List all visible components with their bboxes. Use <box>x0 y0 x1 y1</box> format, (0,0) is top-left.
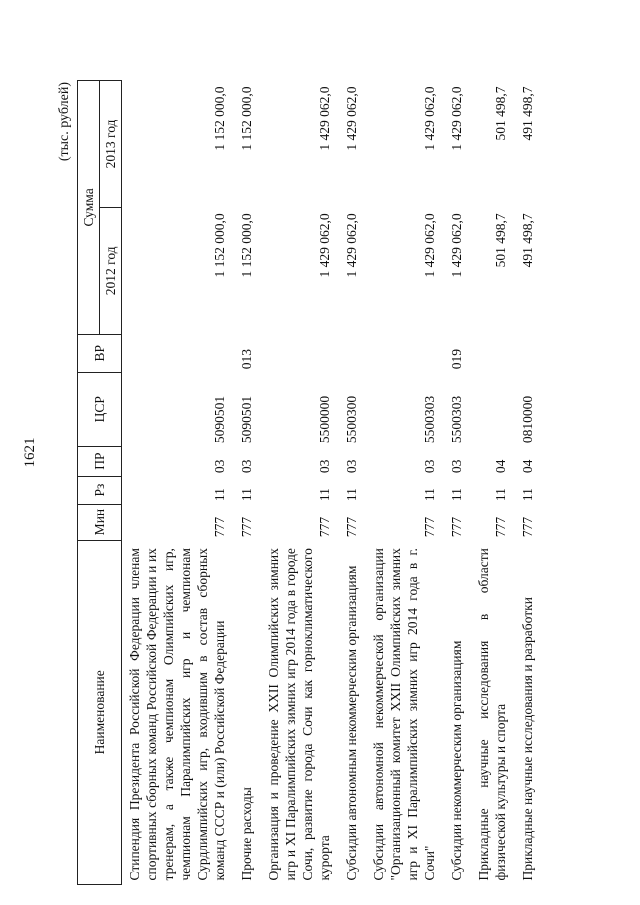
row-sum-2012: 1 429 062,0 <box>344 213 359 278</box>
header-name: Наименование <box>78 540 122 884</box>
row-name: Субсидии некоммерческим организациям <box>449 640 464 881</box>
header-csr: ЦСР <box>78 372 122 446</box>
row-csr: 5500303 <box>422 395 437 444</box>
row-sum-2012: 1 152 000,0 <box>239 213 254 278</box>
row-vr: 013 <box>239 348 254 370</box>
row-sum-2013: 1 429 062,0 <box>344 86 359 151</box>
row-min: 777 <box>520 516 535 538</box>
row-pr: 03 <box>317 459 332 474</box>
row-sum-2013: 1 429 062,0 <box>422 86 437 151</box>
header-sum: Сумма <box>78 81 100 335</box>
row-pr: 04 <box>520 459 535 474</box>
budget-table <box>77 80 540 885</box>
header-pr: ПР <box>78 446 122 476</box>
header-min: Мин <box>78 504 122 540</box>
row-min: 777 <box>344 516 359 538</box>
row-min: 777 <box>422 516 437 538</box>
row-sum-2013: 1 429 062,0 <box>317 86 332 151</box>
table-row <box>469 81 513 885</box>
row-rz: 11 <box>317 488 332 502</box>
table-row <box>122 81 233 885</box>
table-header <box>78 81 122 885</box>
row-min: 777 <box>239 516 254 538</box>
row-sum-2013: 1 152 000,0 <box>239 86 254 151</box>
row-name: Прикладные научные исследования и разработки <box>520 597 535 881</box>
row-csr: 5500300 <box>344 395 359 444</box>
row-sum-2012: 501 498,7 <box>493 213 508 268</box>
row-vr <box>469 334 513 372</box>
row-vr <box>364 334 442 372</box>
row-vr <box>337 334 364 372</box>
row-sum-2013: 1 429 062,0 <box>449 86 464 151</box>
table-row <box>337 81 364 885</box>
row-sum-2012: 1 429 062,0 <box>449 213 464 278</box>
row-pr: 03 <box>449 459 464 474</box>
table-row <box>513 81 540 885</box>
row-rz: 11 <box>493 488 508 502</box>
row-name: Субсидии автономным некоммерческим организациям <box>344 565 359 881</box>
row-pr: 03 <box>422 459 437 474</box>
table-row <box>259 81 337 885</box>
row-sum-2012: 1 152 000,0 <box>212 213 227 278</box>
row-rz: 11 <box>239 488 254 502</box>
row-name: Прочие расходы <box>239 787 254 881</box>
row-pr: 03 <box>344 459 359 474</box>
row-rz: 11 <box>422 488 437 502</box>
units-label: (тыс. рублей) <box>57 82 72 162</box>
row-vr <box>513 334 540 372</box>
row-min: 777 <box>212 516 227 538</box>
row-csr: 5500303 <box>449 395 464 444</box>
row-vr <box>259 334 337 372</box>
header-year-2013: 2013 год <box>100 81 122 208</box>
header-year-2012: 2012 год <box>100 207 122 334</box>
row-sum-2013: 1 152 000,0 <box>212 86 227 151</box>
row-pr: 04 <box>493 459 508 474</box>
row-pr: 03 <box>212 459 227 474</box>
row-name: Организация и проведение XXII Олимпийских зимних игр и XI Паралимпийских зимних игр 2014 года в городе Сочи, развитие города Сочи как горноклиматического курорта <box>266 548 332 881</box>
row-rz: 11 <box>344 488 359 502</box>
row-min: 777 <box>449 516 464 538</box>
row-rz: 11 <box>212 488 227 502</box>
row-sum-2012: 1 429 062,0 <box>317 213 332 278</box>
table-row <box>364 81 442 885</box>
header-rz: Рз <box>78 476 122 504</box>
row-rz: 11 <box>520 488 535 502</box>
row-csr: 5090501 <box>239 395 254 444</box>
row-csr: 5500000 <box>317 395 332 444</box>
row-vr: 019 <box>449 348 464 370</box>
row-csr: 5090501 <box>212 395 227 444</box>
row-name: Субсидии автономной некоммерческой организации "Организационный комитет XXII Олимпийских зимних игр и XI Паралимпийских зимних игр 2014 года в г. Сочи" <box>371 548 437 881</box>
row-csr <box>469 372 513 446</box>
row-sum-2013: 491 498,7 <box>520 86 535 141</box>
header-vr: ВР <box>78 334 122 372</box>
row-sum-2012: 491 498,7 <box>520 213 535 268</box>
table-row <box>442 81 469 885</box>
row-min: 777 <box>317 516 332 538</box>
row-csr: 0810000 <box>520 395 535 444</box>
row-vr <box>122 334 233 372</box>
row-rz: 11 <box>449 488 464 502</box>
row-sum-2012: 1 429 062,0 <box>422 213 437 278</box>
page-number: 1621 <box>22 437 38 468</box>
row-name: Стипендия Президента Российской Федерации членам спортивных сборных команд Российской Федерации и их тренерам, а также чемпионам Олимпийских игр, чемпионам Паралимпийских игр и чемпионам Сурдлимпийских игр, входившим в состав сборных команд СССР и (или) Российской Федерации <box>127 548 227 881</box>
table-row <box>232 81 259 885</box>
row-sum-2013: 501 498,7 <box>493 86 508 141</box>
row-pr: 03 <box>239 459 254 474</box>
row-name: Прикладные научные исследования в области физической культуры и спорта <box>476 548 508 881</box>
row-min: 777 <box>493 516 508 538</box>
